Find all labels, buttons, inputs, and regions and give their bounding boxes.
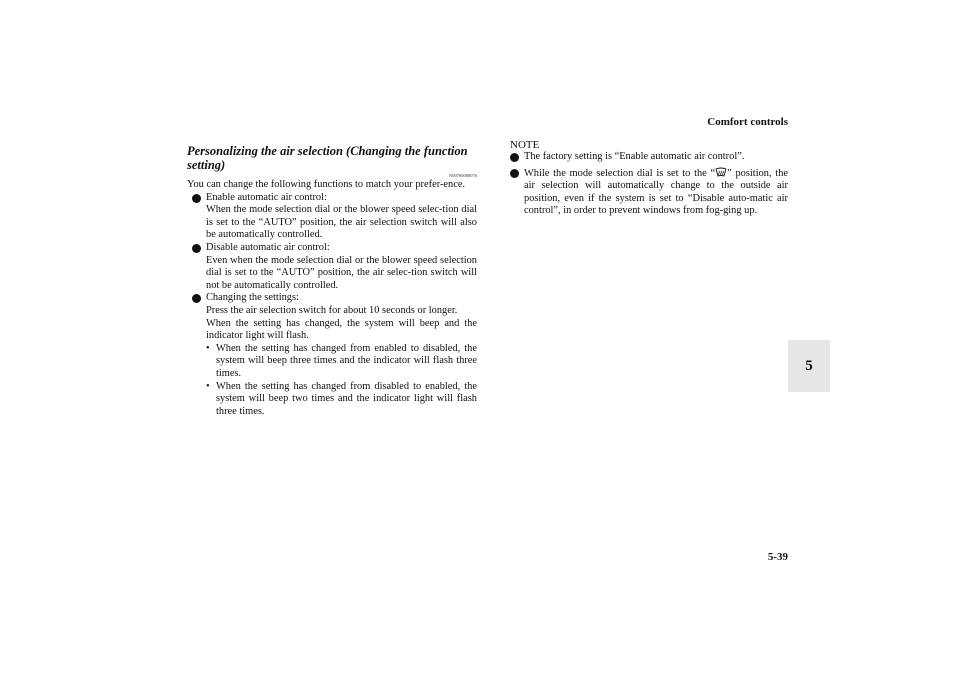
note-text: The factory setting is “Enable automatic air control”.	[524, 151, 745, 162]
left-column	[187, 144, 477, 418]
note-text: While the mode selection dial is set to the “ ” position, the air selection will automatically change to the outside air position, even if the system is set to “Disable auto-matic air control”, in order to prevent windows from fog-ging up.	[524, 167, 788, 217]
reference-code: N00766000076	[449, 173, 477, 178]
intro-text: You can change the following functions to match your prefer-ence.	[187, 179, 466, 190]
bullet-icon	[510, 153, 519, 162]
item-heading: Enable automatic air control:	[206, 191, 327, 203]
page-number: 5-39	[767, 551, 788, 563]
item-text: Even when the mode selection dial or the blower speed selection dial is set to the “AUTO” position, the air selec-tion switch will not be automatically controlled.	[206, 254, 477, 291]
list-item	[192, 292, 477, 418]
bullet-icon	[510, 169, 519, 178]
item-text: When the setting has changed, the system will beep and the indicator light will flash.	[206, 317, 477, 342]
note-label: NOTE	[510, 139, 540, 151]
item-text: Press the air selection switch for about 10 seconds or longer.	[206, 304, 458, 316]
running-header: Comfort controls	[707, 116, 788, 128]
sub-item-text: When the setting has changed from disabled to enabled, the system will beep two times and the indicator light will flash three times.	[216, 380, 477, 417]
defroster-icon	[715, 167, 727, 177]
list-item	[192, 242, 477, 292]
right-column	[510, 139, 788, 221]
item-heading: Changing the settings:	[206, 292, 299, 304]
item-text: When the mode selection dial or the blower speed selec-tion dial is set to the “AUTO” position, the air selection switch will also be automatically controlled.	[206, 204, 477, 241]
section-title: Personalizing the air selection (Changing the function setting)	[187, 144, 468, 172]
bullet-icon	[192, 244, 201, 253]
sub-item: • When the setting has changed from enabled to disabled, the system will beep three times and the indicator will flash three times.	[206, 342, 477, 379]
bullet-icon	[192, 294, 201, 303]
chapter-tab: 5	[788, 340, 830, 392]
note-item	[510, 151, 788, 164]
note-item	[510, 167, 788, 218]
sub-item: • When the setting has changed from disabled to enabled, the system will beep two times and the indicator light will flash three times.	[206, 380, 477, 417]
item-heading: Disable automatic air control:	[206, 241, 330, 253]
list-item	[192, 192, 477, 242]
note-list	[510, 151, 788, 218]
bullet-icon	[192, 194, 201, 203]
function-list	[187, 192, 477, 419]
sub-item-text: When the setting has changed from enabled to disabled, the system will beep three times and the indicator will flash three times.	[216, 342, 477, 379]
